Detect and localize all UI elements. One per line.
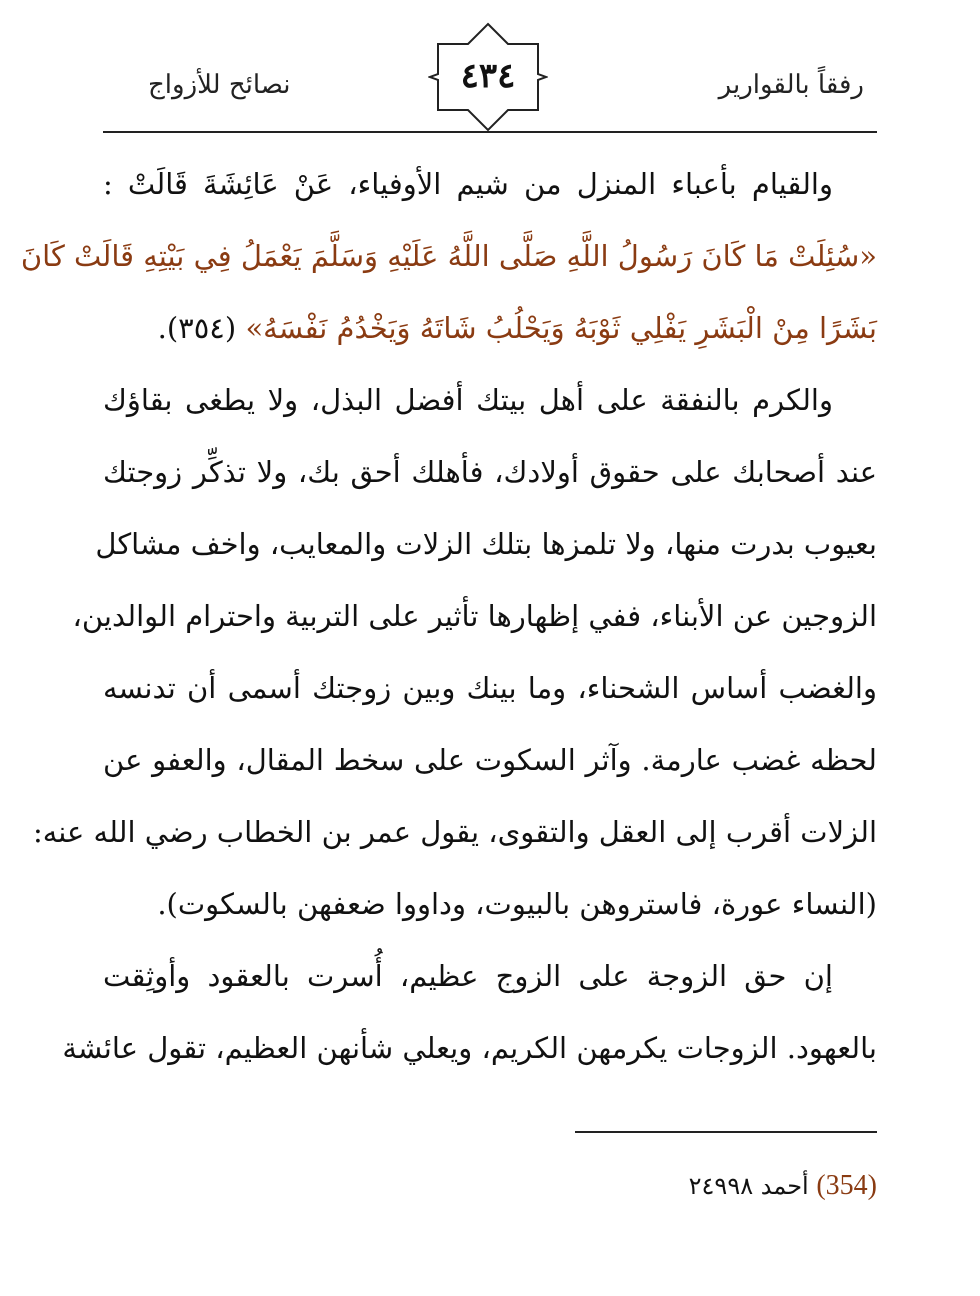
hadith-text: بَشَرًا مِنْ الْبَشَرِ يَفْلِي ثَوْبَهُ وَيَحْلُبُ شَاتَهُ وَيَخْدُمُ نَفْسَهُ» bbox=[245, 311, 877, 345]
text-line: عند أصحابك على حقوق أولادك، فأهلك أحق بك، ولا تذكِّر زوجتك bbox=[103, 455, 877, 489]
footnote bbox=[689, 1170, 877, 1202]
book-title: رفقاً بالقوارير bbox=[718, 70, 864, 100]
text-line: إن حق الزوجة على الزوج عظيم، أُسرت بالعقود وأوثِقت bbox=[103, 959, 833, 993]
footnote-number: (354) bbox=[816, 1170, 877, 1201]
footnote-text: أحمد ٢٤٩٩٨ bbox=[688, 1172, 809, 1200]
page-number-badge bbox=[428, 22, 548, 132]
chapter-title: نصائح للأزواج bbox=[148, 70, 291, 100]
text-line: الزلات أقرب إلى العقل والتقوى، يقول عمر بن الخطاب رضي الله عنه: bbox=[32, 815, 877, 849]
page-number: ٤٣٤ bbox=[460, 56, 516, 96]
text-line: (النساء عورة، فاستروهن بالبيوت، وداووا ضعفهن بالسكوت). bbox=[157, 887, 877, 921]
text-line: بالعهود. الزوجات يكرمهن الكريم، ويعلي شأنهن العظيم، تقول عائشة bbox=[62, 1031, 877, 1065]
text-line: بعيوب بدرت منها، ولا تلمزها بتلك الزلات والمعايب، واخف مشاكل bbox=[95, 527, 877, 561]
header-divider bbox=[103, 131, 877, 133]
footnote-divider bbox=[575, 1131, 877, 1133]
text-line: الزوجين عن الأبناء، ففي إظهارها تأثير على التربية واحترام الوالدين، bbox=[72, 599, 877, 633]
hadith-line: «سُئِلَتْ مَا كَانَ رَسُولُ اللَّهِ صَلَّى اللَّهُ عَلَيْهِ وَسَلَّمَ يَعْمَلُ فِي بَيْتِهِ قَالَتْ كَانَ bbox=[20, 239, 877, 273]
text-line: والغضب أساس الشحناء، وما بينك وبين زوجتك أسمى أن تدنسه bbox=[103, 671, 877, 705]
text-line: والقيام بأعباء المنزل من شيم الأوفياء، عَنْ عَائِشَةَ قَالَتْ : bbox=[103, 167, 833, 201]
footnote-reference: (٣٥٤). bbox=[157, 311, 237, 345]
text-line: لحظه غضب عارمة. وآثر السكوت على سخط المقال، والعفو عن bbox=[103, 743, 877, 777]
text-line: والكرم بالنفقة على أهل بيتك أفضل البذل، ولا يطغى بقاؤك bbox=[103, 383, 833, 417]
main-text bbox=[20, 148, 877, 1084]
page-header bbox=[0, 0, 980, 140]
hadith-line-with-ref bbox=[103, 292, 877, 364]
